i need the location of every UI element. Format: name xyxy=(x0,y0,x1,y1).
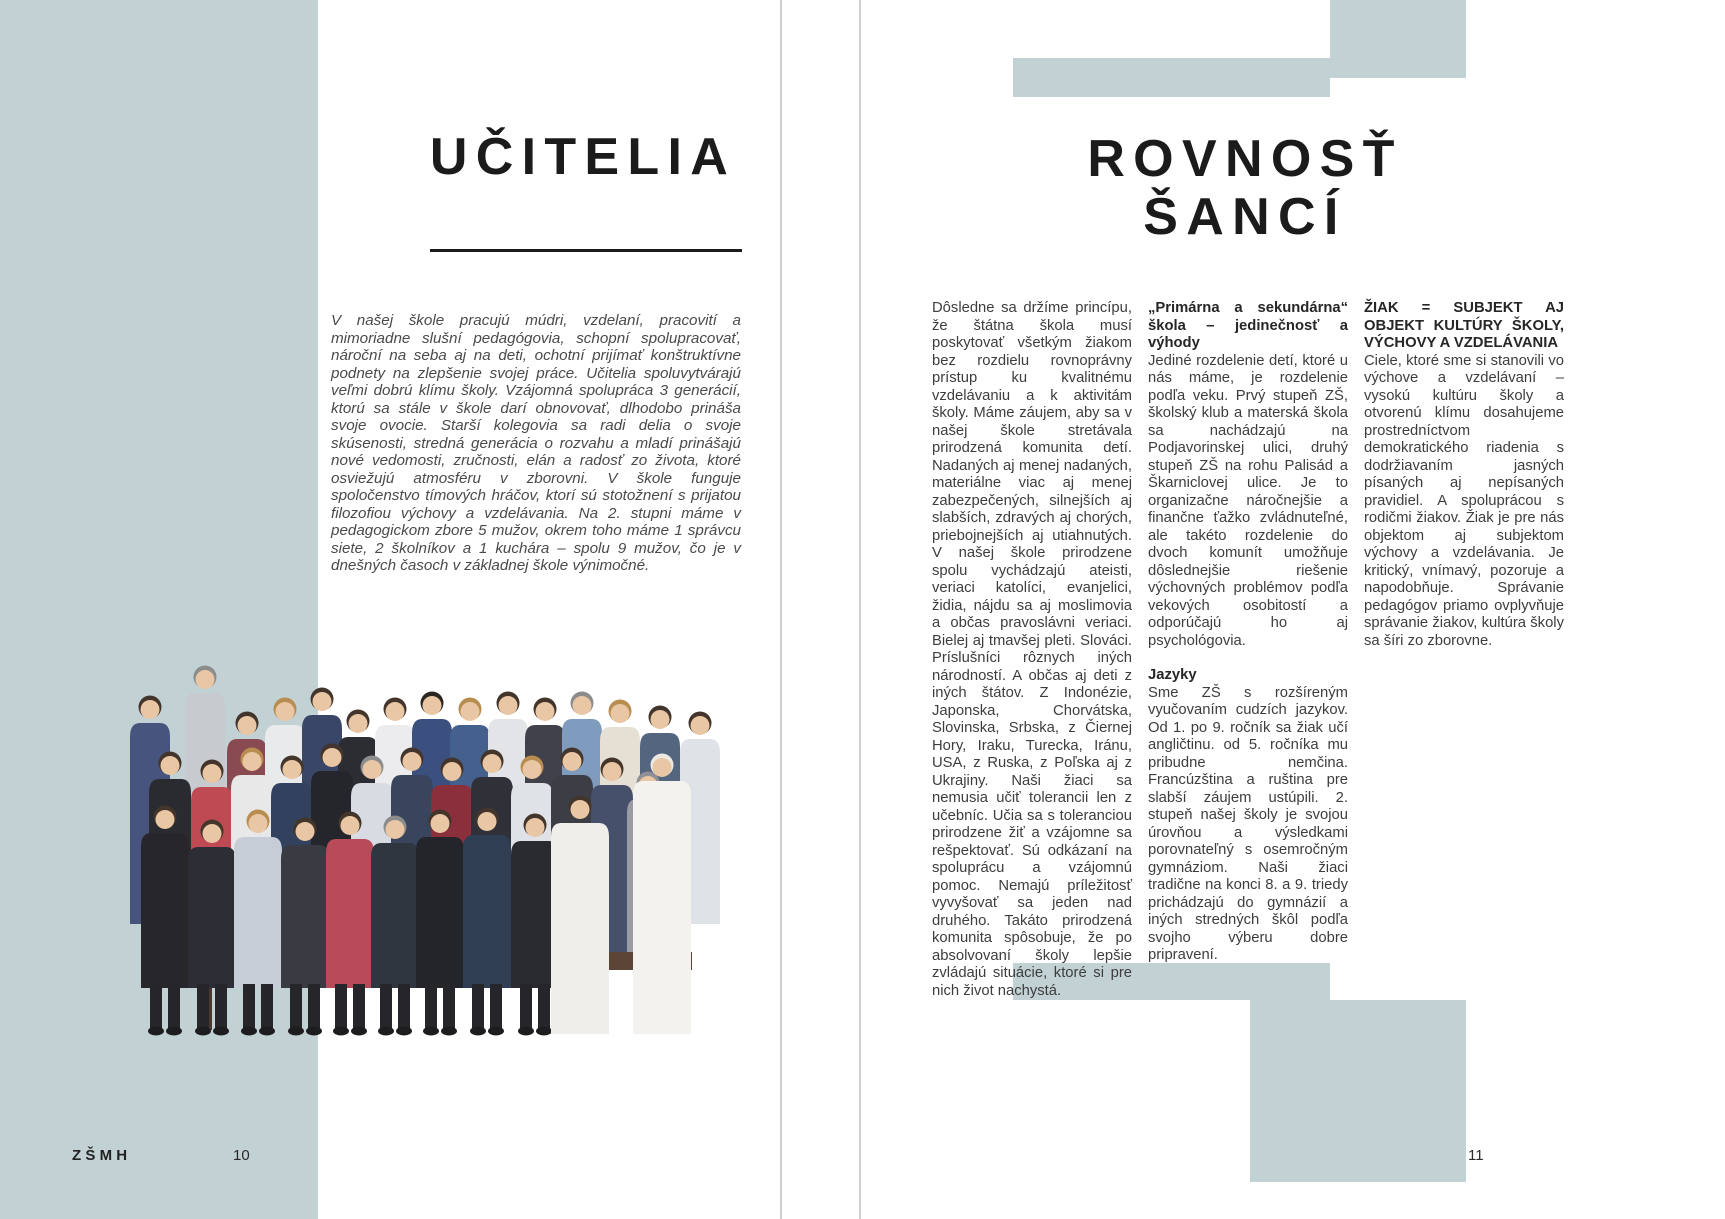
teachers-intro-paragraph: V našej škole pracujú múdri, vzdelaní, pracovití a mimoriadne slušní pedagógovia, schopní spolupracovať, nároční na seba aj na deti, ochotní prijímať konštruktívne podnety na zlepšenie svojej práce. Učitelia spoluvytvárajú veľmi dobrú klímu školy. Vzájomná spolupráca 3 generácií, ktorú sa stále v škole darí obnovovať, dlhodobo prináša svoje ovocie. Starší kolegovia sa radi delia o svoje skúsenosti, stredná generácia o rozvahu a mladí prinášajú nové vedomosti, zručnosti, elán a radosť zo života, ktoré osviežujú atmosféru v zborovni. V škole funguje spoločenstvo tímových hráčov, ktorí sú stotožnení s prijatou filozofiou výchovy a vzdelávania. Na 2. stupni máme v pedagogickom zbore 5 mužov, okrem toho máme 1 správcu siete, 2 školníkov a 1 kuchára – spolu 9 mužov, čo je v dnešných časoch v základnej škole výnimočné. xyxy=(331,312,741,575)
column-2 xyxy=(1148,300,1348,965)
left-page-title: UČITELIA xyxy=(429,128,737,186)
column-3-body: Ciele, ktoré sme si stanovili vo výchove a vzdelávaní – vysokú kultúru školy a otvorenú klímu dosahujeme prostredníctvom demokratického riadenia s dodržiavaním jasných písaných aj nepísaných pravidiel. A spoluprácou s rodičmi žiakov. Žiak je pre nás objektom aj subjektom výchovy a vzdelávania. Je kritický, vnímavý, pozoruje a napodobňuje. Správanie pedagógov priamo ovplyvňuje správanie žiakov, kultúra školy sa šíri zo zborovne. xyxy=(1364,352,1564,649)
column-2-body2: Sme ZŠ s rozšíreným vyučovaním cudzích jazykov. Od 1. po 9. ročník sa žiak učí angličtinu. od 5. ročníka mu pribudne nemčina. Francúzština a ruština pre slabší záujem ustúpili. 2. stupeň našej školy je svojou úrovňou a výsledkami porovnateľný s osemročným gymnáziom. Naši žiaci tradične na konci 8. a 9. triedy prichádzajú do gymnázií a iných stredných škôl podľa svojho výberu dobre pripravení. xyxy=(1148,684,1348,963)
right-title-line2: ŠANCÍ xyxy=(1143,188,1347,246)
title-underline-rule xyxy=(430,249,742,252)
column-1-body: Dôsledne sa držíme princípu, že štátna škola musí poskytovať všetkým žiakom bez rozdielu rovnoprávny prístup ku kvalitnému vzdelávaniu a k aktivitám školy. Máme záujem, aby sa v našej škole stretávala prirodzená komunita detí. Nadaných aj menej nadaných, materiálne viac aj menej zabezpečených, silnejších aj slabších, zdravých aj chorých, priebojnejších aj utiahnutých. V našej škole prirodzene spolu vychádzajú ateisti, veriaci katolíci, evanjelici, židia, nájdu sa aj moslimovia a občas pravoslávni veriaci. Bielej aj tmavšej pleti. Slováci. Príslušníci rôznych iných národností. A občas aj deti z iných štátov. Z Indonézie, Japonska, Chorvátska, Slovinska, Srbska, z Čiernej Hory, Iraku, Turecka, Iránu, USA, z Ruska, z Poľska aj z Ukrajiny. Naši žiaci sa nemusia učiť tolerancii len z učebníc. Učia sa s toleranciou prirodzene žiť a vzájomne sa rešpektovať. Sú odkázaní na spoluprácu a vzájomnú pomoc. Nemajú príležitosť vyvyšovať sa jeden nad druhého. Takáto prirodzená komunita spôsobuje, že po absolvovaní školy lepšie zvládajú situácie, ktoré si pre nich život nachystá. xyxy=(932,300,1132,999)
gutter-hairline-right xyxy=(859,0,861,1219)
page-number-right: 11 xyxy=(1468,1147,1484,1164)
column-2-body: Jediné rozdelenie detí, ktoré u nás máme, je rozdelenie podľa veku. Prvý stupeň ZŠ, školský klub a materská škola sa nachádzajú na Podjavorinskej ulici, druhý stupeň ZŠ na rohu Palisád a Škarniclovej ulice. Je to organizačne náročnejšie a finančne ťažko zvládnuteľné, ale takéto rozdelenie do dvoch komunít umožňuje dôslednejšie riešenie výchovných problémov podľa vekových osobitostí a odporúčajú ho aj psychológovia. xyxy=(1148,352,1348,649)
column-2-heading: „Primárna a sekundárna“ škola – jedinečnosť a výhody xyxy=(1148,300,1348,351)
deco-block-bottom xyxy=(1250,1000,1466,1182)
column-3 xyxy=(1364,300,1564,650)
column-2-subheading: Jazyky xyxy=(1148,667,1197,683)
footer-brand: ZŠMH xyxy=(72,1147,132,1164)
column-1 xyxy=(932,300,1132,1000)
right-page-title xyxy=(995,130,1495,246)
right-title-line1: ROVNOSŤ xyxy=(1087,130,1403,188)
teachers-group-photo xyxy=(105,618,750,1048)
column-3-heading: ŽIAK = SUBJEKT AJ OBJEKT KULTÚRY ŠKOLY, VÝCHOVY A VZDELÁVANIA xyxy=(1364,300,1564,351)
deco-block-top xyxy=(1330,0,1466,78)
page-number-left: 10 xyxy=(233,1147,250,1164)
deco-bar-top xyxy=(1013,58,1330,97)
gutter-hairline-left xyxy=(780,0,782,1219)
